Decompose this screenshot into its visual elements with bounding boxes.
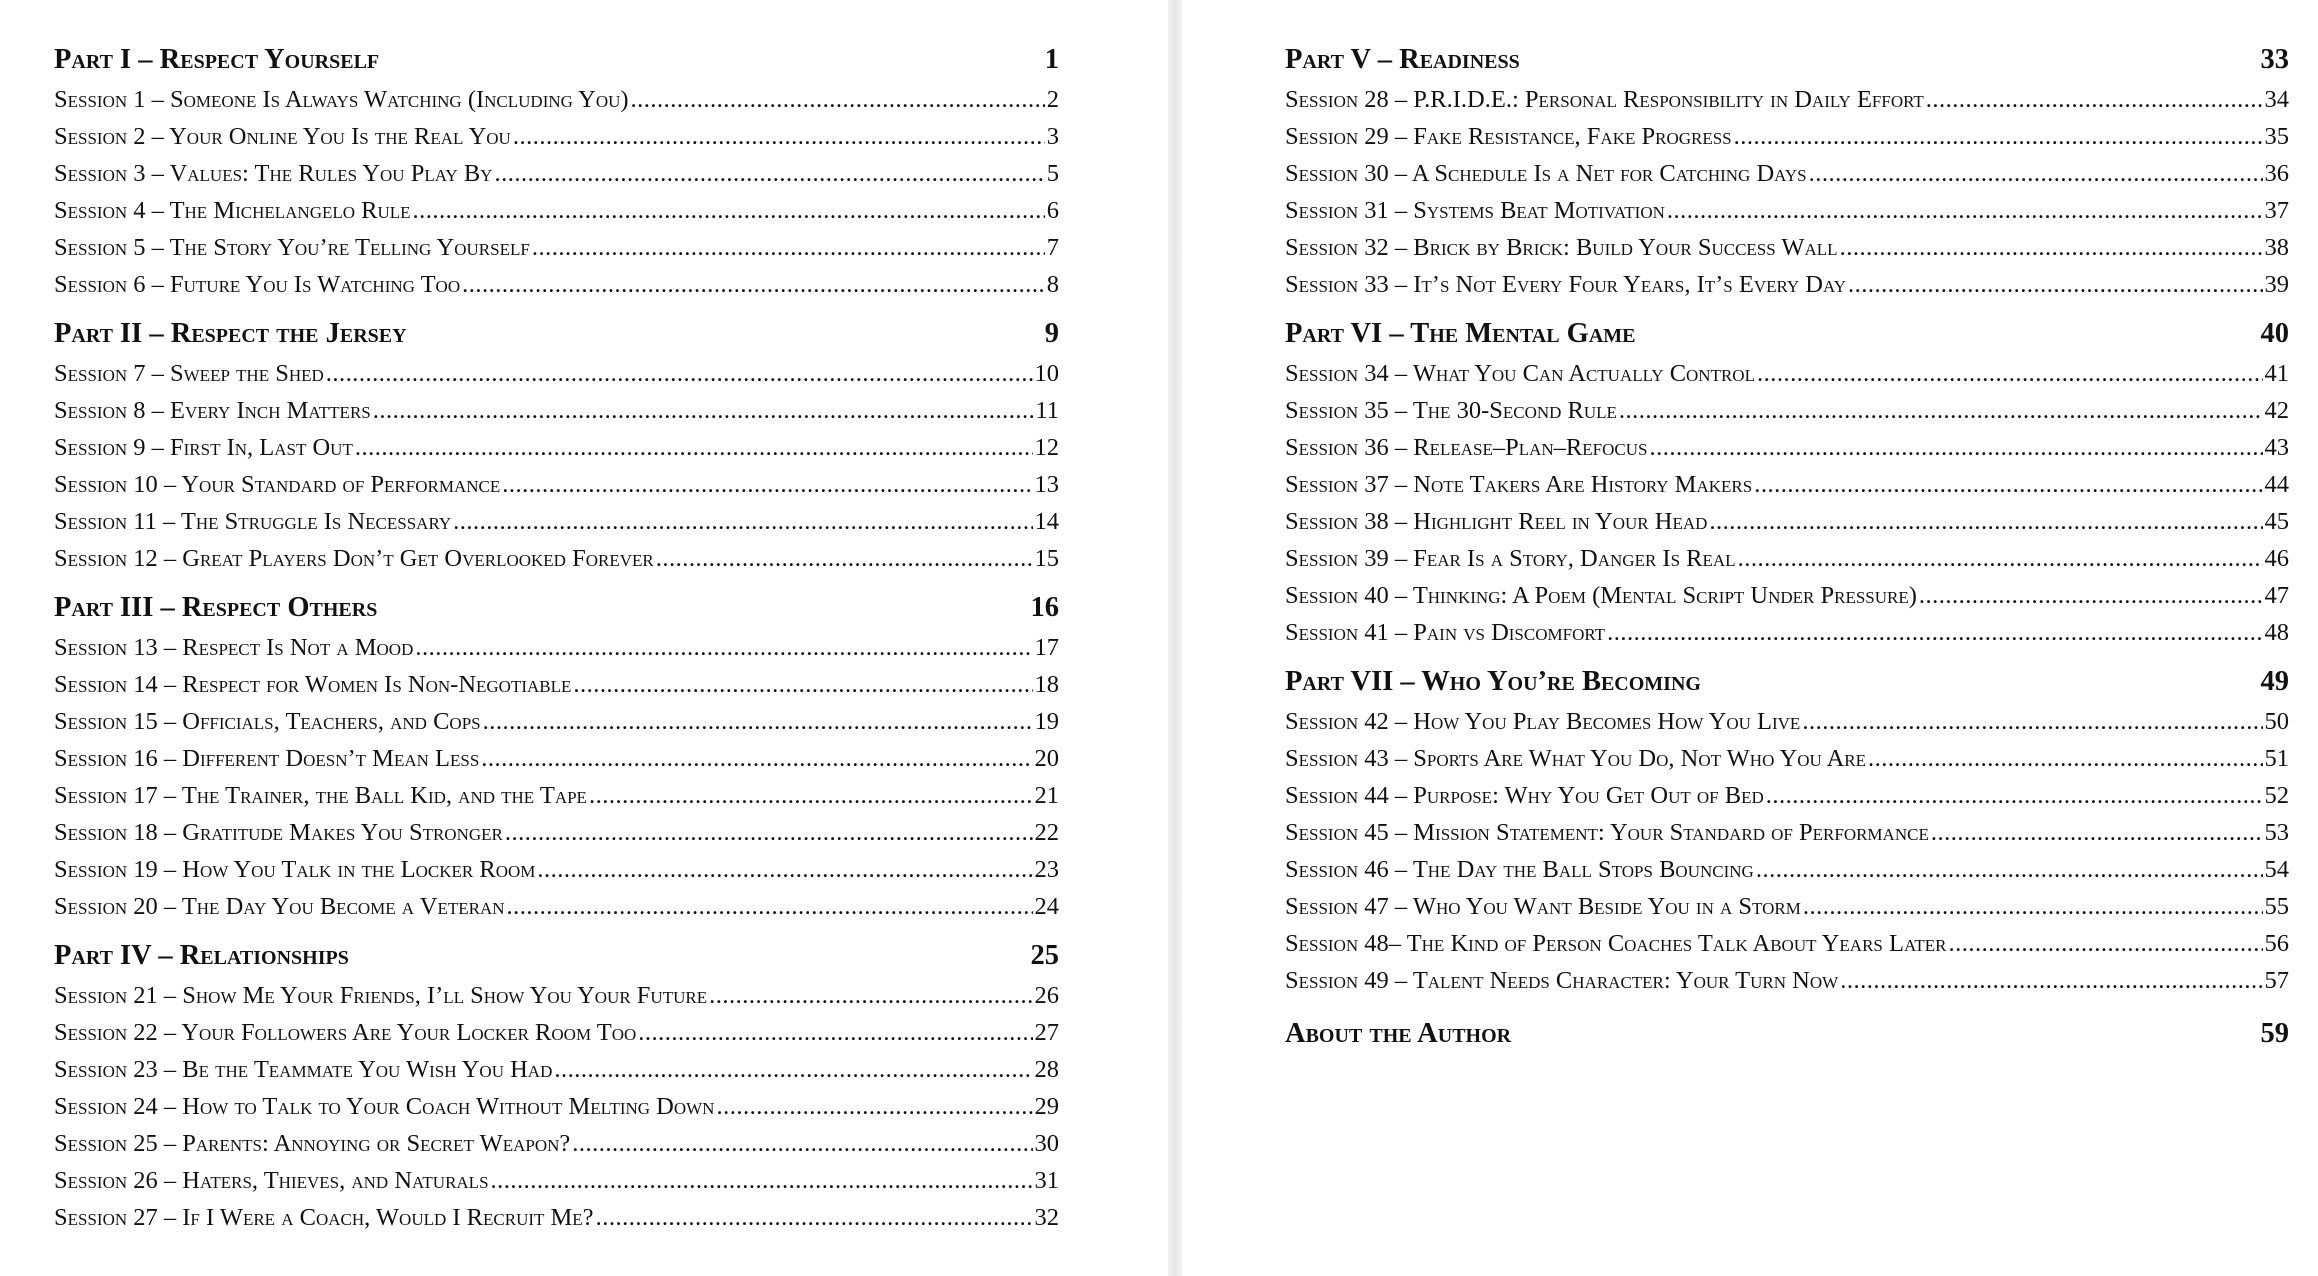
toc-entry[interactable] <box>1285 271 2289 308</box>
part-page-number: 40 <box>2260 318 2289 349</box>
dot-leader <box>413 197 1045 225</box>
session-title: Session 40 – Thinking: A Poem (Mental Script Under Pressure) <box>1285 582 1917 609</box>
session-page-number: 24 <box>1034 893 1059 920</box>
toc-entry[interactable] <box>54 197 1059 234</box>
session-page-number: 55 <box>2264 893 2289 920</box>
session-title: Session 4 – The Michelangelo Rule <box>54 197 411 224</box>
session-title: Session 36 – Release–Plan–Refocus <box>1285 434 1648 461</box>
toc-entry[interactable] <box>54 1204 1059 1241</box>
toc-entry[interactable] <box>54 782 1059 819</box>
session-page-number: 46 <box>2264 545 2289 572</box>
part-title: Part IV – Relationships <box>54 940 349 971</box>
session-page-number: 44 <box>2264 471 2289 498</box>
toc-entry[interactable] <box>1285 545 2289 582</box>
session-title: Session 39 – Fear Is a Story, Danger Is Real <box>1285 545 1736 572</box>
part-page-number: 25 <box>1030 940 1059 971</box>
session-title: Session 7 – Sweep the Shed <box>54 360 324 387</box>
toc-entry[interactable] <box>54 160 1059 197</box>
toc-entry[interactable] <box>1285 508 2289 545</box>
part-heading[interactable] <box>54 592 1059 634</box>
session-page-number: 48 <box>2264 619 2289 646</box>
toc-entry[interactable] <box>54 508 1059 545</box>
session-title: Session 26 – Haters, Thieves, and Naturals <box>54 1167 489 1194</box>
part-title: Part VI – The Mental Game <box>1285 318 1636 349</box>
right-page <box>1182 0 2318 1276</box>
toc-entry[interactable] <box>1285 893 2289 930</box>
session-page-number: 34 <box>2264 86 2289 113</box>
session-title: Session 49 – Talent Needs Character: Your Turn Now <box>1285 967 1839 994</box>
toc-entry[interactable] <box>54 819 1059 856</box>
toc-entry[interactable] <box>54 434 1059 471</box>
toc-entry[interactable] <box>54 745 1059 782</box>
part-page-number: 49 <box>2260 666 2289 697</box>
part-title: Part III – Respect Others <box>54 592 378 623</box>
session-title: Session 12 – Great Players Don’t Get Overlooked Forever <box>54 545 654 572</box>
session-page-number: 14 <box>1034 508 1059 535</box>
session-title: Session 38 – Highlight Reel in Your Head <box>1285 508 1708 535</box>
dot-leader <box>1948 930 2262 958</box>
dot-leader <box>1734 123 2263 151</box>
session-title: Session 2 – Your Online You Is the Real You <box>54 123 511 150</box>
session-title: Session 16 – Different Doesn’t Mean Less <box>54 745 480 772</box>
session-page-number: 22 <box>1034 819 1059 846</box>
session-title: Session 6 – Future You Is Watching Too <box>54 271 461 298</box>
session-page-number: 35 <box>2264 123 2289 150</box>
session-page-number: 57 <box>2264 967 2289 994</box>
toc-entry[interactable] <box>54 234 1059 271</box>
toc-entry[interactable] <box>54 271 1059 308</box>
session-title: Session 46 – The Day the Ball Stops Bouncing <box>1285 856 1754 883</box>
toc-entry[interactable] <box>54 1093 1059 1130</box>
session-title: Session 24 – How to Talk to Your Coach Without Melting Down <box>54 1093 715 1120</box>
session-page-number: 11 <box>1035 397 1059 424</box>
session-title: Session 9 – First In, Last Out <box>54 434 353 461</box>
part-heading[interactable] <box>1285 44 2289 86</box>
part-page-number: 9 <box>1044 318 1059 349</box>
dot-leader <box>638 1019 1032 1047</box>
dot-leader <box>1738 545 2263 573</box>
toc-entry[interactable] <box>1285 123 2289 160</box>
part-page-number: 33 <box>2260 44 2289 75</box>
dot-leader <box>1868 745 2263 773</box>
part-heading[interactable] <box>54 940 1059 982</box>
dot-leader <box>326 360 1033 388</box>
about-title: About the Author <box>1285 1018 1512 1049</box>
session-title: Session 10 – Your Standard of Performance <box>54 471 501 498</box>
session-title: Session 29 – Fake Resistance, Fake Progress <box>1285 123 1732 150</box>
dot-leader <box>631 86 1045 114</box>
session-title: Session 17 – The Trainer, the Ball Kid, and the Tape <box>54 782 587 809</box>
session-page-number: 12 <box>1034 434 1059 461</box>
dot-leader <box>1803 893 2263 921</box>
dot-leader <box>1926 86 2263 114</box>
toc-entry[interactable] <box>1285 471 2289 508</box>
dot-leader <box>507 893 1033 921</box>
dot-leader <box>505 819 1033 847</box>
session-title: Session 43 – Sports Are What You Do, Not Who You Are <box>1285 745 1866 772</box>
session-title: Session 32 – Brick by Brick: Build Your Success Wall <box>1285 234 1838 261</box>
session-page-number: 20 <box>1034 745 1059 772</box>
dot-leader <box>494 160 1044 188</box>
session-title: Session 5 – The Story You’re Telling Yourself <box>54 234 530 261</box>
session-page-number: 43 <box>2264 434 2289 461</box>
session-title: Session 44 – Purpose: Why You Get Out of Bed <box>1285 782 1764 809</box>
session-page-number: 53 <box>2264 819 2289 846</box>
part-title: Part V – Readiness <box>1285 44 1520 75</box>
session-page-number: 15 <box>1034 545 1059 572</box>
session-page-number: 26 <box>1034 982 1059 1009</box>
dot-leader <box>554 1056 1032 1084</box>
session-page-number: 39 <box>2264 271 2289 298</box>
session-title: Session 14 – Respect for Women Is Non-Negotiable <box>54 671 572 698</box>
session-page-number: 28 <box>1034 1056 1059 1083</box>
dot-leader <box>462 271 1045 299</box>
session-page-number: 10 <box>1034 360 1059 387</box>
session-page-number: 31 <box>1034 1167 1059 1194</box>
session-page-number: 37 <box>2264 197 2289 224</box>
page-gutter <box>1168 0 1182 1276</box>
session-title: Session 27 – If I Were a Coach, Would I Recruit Me? <box>54 1204 594 1231</box>
dot-leader <box>373 397 1034 425</box>
dot-leader <box>415 634 1032 662</box>
toc-entry[interactable] <box>54 1056 1059 1093</box>
session-page-number: 36 <box>2264 160 2289 187</box>
toc-entry[interactable] <box>54 1130 1059 1167</box>
dot-leader <box>1840 967 2262 995</box>
session-page-number: 45 <box>2264 508 2289 535</box>
toc-entry[interactable] <box>1285 819 2289 856</box>
session-page-number: 56 <box>2264 930 2289 957</box>
session-title: Session 22 – Your Followers Are Your Locker Room Too <box>54 1019 637 1046</box>
part-heading[interactable] <box>54 318 1059 360</box>
session-title: Session 37 – Note Takers Are History Makers <box>1285 471 1753 498</box>
session-page-number: 23 <box>1034 856 1059 883</box>
session-title: Session 3 – Values: The Rules You Play By <box>54 160 493 187</box>
toc-entry[interactable] <box>1285 930 2289 967</box>
session-title: Session 45 – Mission Statement: Your Standard of Performance <box>1285 819 1929 846</box>
session-title: Session 30 – A Schedule Is a Net for Catching Days <box>1285 160 1807 187</box>
session-title: Session 34 – What You Can Actually Control <box>1285 360 1755 387</box>
session-page-number: 29 <box>1034 1093 1059 1120</box>
session-title: Session 19 – How You Talk in the Locker Room <box>54 856 536 883</box>
dot-leader <box>513 123 1045 151</box>
session-page-number: 41 <box>2264 360 2289 387</box>
session-page-number: 18 <box>1034 671 1059 698</box>
dot-leader <box>532 234 1045 262</box>
dot-leader <box>453 508 1032 536</box>
toc-right <box>1285 44 2289 1060</box>
session-page-number: 32 <box>1034 1204 1059 1231</box>
toc-entry[interactable] <box>54 982 1059 1019</box>
toc-entry[interactable] <box>1285 967 2289 1004</box>
session-page-number: 19 <box>1034 708 1059 735</box>
part-title: Part VII – Who You’re Becoming <box>1285 666 1701 697</box>
dot-leader <box>709 982 1032 1010</box>
dot-leader <box>656 545 1033 573</box>
session-page-number: 21 <box>1034 782 1059 809</box>
dot-leader <box>1754 471 2262 499</box>
dot-leader <box>1757 360 2263 388</box>
session-page-number: 7 <box>1046 234 1059 261</box>
dot-leader <box>1667 197 2263 225</box>
part-title: Part II – Respect the Jersey <box>54 318 407 349</box>
toc-entry[interactable] <box>54 86 1059 123</box>
toc-entry[interactable] <box>1285 197 2289 234</box>
session-page-number: 8 <box>1046 271 1059 298</box>
session-title: Session 41 – Pain vs Discomfort <box>1285 619 1606 646</box>
session-title: Session 15 – Officials, Teachers, and Cops <box>54 708 481 735</box>
dot-leader <box>481 745 1032 773</box>
dot-leader <box>1766 782 2263 810</box>
dot-leader <box>716 1093 1032 1121</box>
part-heading[interactable] <box>1285 666 2289 708</box>
toc-entry[interactable] <box>54 397 1059 434</box>
session-page-number: 2 <box>1046 86 1059 113</box>
toc-entry[interactable] <box>54 856 1059 893</box>
dot-leader <box>1649 434 2262 462</box>
session-title: Session 25 – Parents: Annoying or Secret Weapon? <box>54 1130 571 1157</box>
session-page-number: 42 <box>2264 397 2289 424</box>
session-title: Session 23 – Be the Teammate You Wish You Had <box>54 1056 553 1083</box>
toc-entry[interactable] <box>1285 582 2289 619</box>
session-page-number: 13 <box>1034 471 1059 498</box>
dot-leader <box>491 1167 1033 1195</box>
session-title: Session 31 – Systems Beat Motivation <box>1285 197 1665 224</box>
toc-entry[interactable] <box>54 1167 1059 1204</box>
session-title: Session 13 – Respect Is Not a Mood <box>54 634 414 661</box>
session-page-number: 51 <box>2264 745 2289 772</box>
session-page-number: 17 <box>1034 634 1059 661</box>
session-title: Session 33 – It’s Not Every Four Years, It’s Every Day <box>1285 271 1846 298</box>
part-heading[interactable] <box>1285 318 2289 360</box>
session-page-number: 54 <box>2264 856 2289 883</box>
session-page-number: 38 <box>2264 234 2289 261</box>
toc-entry[interactable] <box>54 123 1059 160</box>
toc-left <box>54 44 1059 1241</box>
toc-entry[interactable] <box>1285 619 2289 656</box>
dot-leader <box>596 1204 1033 1232</box>
session-title: Session 48– The Kind of Person Coaches Talk About Years Later <box>1285 930 1947 957</box>
toc-entry[interactable] <box>1285 86 2289 123</box>
dot-leader <box>1809 160 2263 188</box>
dot-leader <box>589 782 1033 810</box>
part-heading[interactable] <box>54 44 1059 86</box>
part-page-number: 1 <box>1044 44 1059 75</box>
session-page-number: 50 <box>2264 708 2289 735</box>
session-title: Session 28 – P.R.I.D.E.: Personal Responsibility in Daily Effort <box>1285 86 1924 113</box>
dot-leader <box>483 708 1033 736</box>
toc-entry[interactable] <box>1285 856 2289 893</box>
session-page-number: 52 <box>2264 782 2289 809</box>
toc-entry[interactable] <box>1285 397 2289 434</box>
session-title: Session 47 – Who You Want Beside You in a Storm <box>1285 893 1801 920</box>
toc-entry[interactable] <box>54 360 1059 397</box>
toc-entry[interactable] <box>1285 360 2289 397</box>
about-page-number: 59 <box>2260 1018 2289 1049</box>
toc-entry[interactable] <box>54 708 1059 745</box>
session-title: Session 8 – Every Inch Matters <box>54 397 371 424</box>
session-title: Session 11 – The Struggle Is Necessary <box>54 508 452 535</box>
toc-entry[interactable] <box>54 671 1059 708</box>
session-title: Session 42 – How You Play Becomes How You Live <box>1285 708 1801 735</box>
session-page-number: 27 <box>1034 1019 1059 1046</box>
session-page-number: 47 <box>2264 582 2289 609</box>
session-title: Session 20 – The Day You Become a Veteran <box>54 893 505 920</box>
session-title: Session 18 – Gratitude Makes You Stronger <box>54 819 503 846</box>
about-author-heading[interactable] <box>1285 1018 2289 1060</box>
session-title: Session 35 – The 30-Second Rule <box>1285 397 1617 424</box>
dot-leader <box>1619 397 2263 425</box>
dot-leader <box>1607 619 2262 647</box>
dot-leader <box>1848 271 2263 299</box>
session-page-number: 5 <box>1046 160 1059 187</box>
dot-leader <box>1840 234 2263 262</box>
toc-entry[interactable] <box>54 471 1059 508</box>
session-page-number: 3 <box>1046 123 1059 150</box>
toc-entry[interactable] <box>1285 160 2289 197</box>
toc-entry[interactable] <box>54 893 1059 930</box>
dot-leader <box>1756 856 2263 884</box>
session-title: Session 21 – Show Me Your Friends, I’ll Show You Your Future <box>54 982 708 1009</box>
dot-leader <box>1802 708 2262 736</box>
toc-entry[interactable] <box>54 1019 1059 1056</box>
dot-leader <box>1919 582 2263 610</box>
toc-entry[interactable] <box>1285 708 2289 745</box>
part-page-number: 16 <box>1030 592 1059 623</box>
dot-leader <box>1931 819 2263 847</box>
toc-entry[interactable] <box>1285 234 2289 271</box>
toc-entry[interactable] <box>1285 782 2289 819</box>
toc-entry[interactable] <box>54 545 1059 582</box>
toc-entry[interactable] <box>1285 745 2289 782</box>
toc-entry[interactable] <box>54 634 1059 671</box>
dot-leader <box>573 671 1032 699</box>
session-page-number: 30 <box>1034 1130 1059 1157</box>
dot-leader <box>355 434 1033 462</box>
dot-leader <box>537 856 1032 884</box>
session-title: Session 1 – Someone Is Always Watching (Including You) <box>54 86 629 113</box>
part-title: Part I – Respect Yourself <box>54 44 380 75</box>
dot-leader <box>572 1130 1032 1158</box>
toc-entry[interactable] <box>1285 434 2289 471</box>
session-page-number: 6 <box>1046 197 1059 224</box>
dot-leader <box>1709 508 2262 536</box>
dot-leader <box>502 471 1032 499</box>
